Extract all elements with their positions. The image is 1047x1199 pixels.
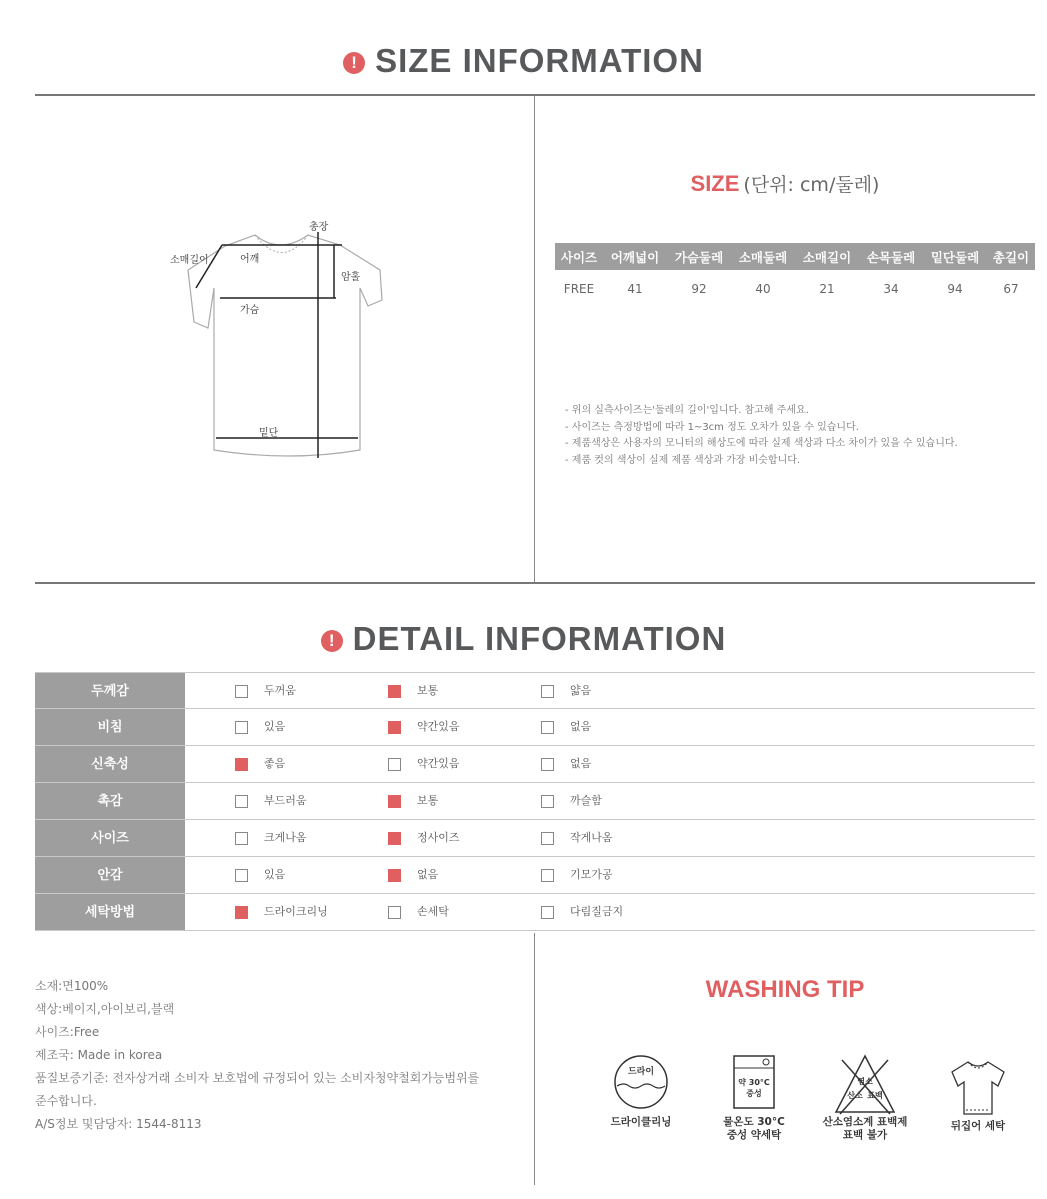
detail-row-label: 촉감	[35, 783, 185, 819]
option-label: 보통	[417, 684, 439, 697]
table-cell: FREE	[563, 282, 595, 296]
option-label: 보통	[417, 794, 439, 807]
diagram-label-armhole: 암홀	[341, 272, 361, 283]
checkbox[interactable]	[541, 758, 554, 771]
table-cell: 40	[755, 282, 771, 296]
washing-tip-title: WASHING TIP	[705, 976, 865, 1003]
checkbox[interactable]	[541, 721, 554, 734]
detail-row-label: 비침	[35, 709, 185, 745]
option-label: 드라이크리닝	[264, 905, 328, 918]
washing-caption	[923, 1120, 1033, 1133]
shirt-outline-icon	[150, 210, 410, 470]
option-label: 손세탁	[417, 905, 449, 918]
checkbox[interactable]	[541, 906, 554, 919]
table-cell: 21	[819, 282, 835, 296]
table-cell: 34	[883, 282, 899, 296]
checkbox-checked[interactable]	[388, 869, 401, 882]
caption-line: 뒤집어 세탁	[950, 1120, 1006, 1132]
checkbox[interactable]	[235, 721, 248, 734]
dry-clean-icon	[611, 1052, 671, 1112]
wash-icon-text: 약 30°C	[738, 1078, 770, 1087]
checkbox[interactable]	[235, 685, 248, 698]
detail-row-label: 사이즈	[35, 820, 185, 856]
size-unit: (단위: cm/둘레)	[743, 174, 880, 196]
detail-row-label: 두께감	[35, 673, 185, 708]
size-table-header	[555, 243, 1035, 270]
detail-info-title: DETAIL INFORMATION	[352, 620, 727, 657]
table-cell: 41	[627, 282, 643, 296]
info-line: 품질보증기준: 전자상거래 소비자 보호법에 규정되어 있는 소비자청약철회가능범위를	[35, 1071, 480, 1085]
option-label: 정사이즈	[417, 831, 460, 844]
option-label: 까슬함	[570, 794, 602, 807]
divider	[534, 933, 535, 1185]
no-bleach-icon	[832, 1052, 898, 1116]
option-label: 없음	[570, 720, 592, 733]
detail-option[interactable]	[541, 831, 613, 845]
detail-row	[35, 746, 1035, 783]
checkbox[interactable]	[388, 758, 401, 771]
size-table	[555, 243, 1035, 308]
caption-line: 산소염소계 표백제	[822, 1116, 908, 1128]
checkbox[interactable]	[541, 832, 554, 845]
table-cell: 92	[691, 282, 707, 296]
checkbox[interactable]	[388, 906, 401, 919]
detail-option[interactable]	[235, 757, 285, 771]
checkbox-checked[interactable]	[235, 758, 248, 771]
column-header: 손목둘레	[859, 243, 923, 270]
inside-out-icon	[948, 1058, 1008, 1116]
washing-item	[810, 1052, 920, 1142]
info-line: 준수합니다.	[35, 1094, 97, 1108]
option-label: 얇음	[570, 684, 592, 697]
option-label: 기모가공	[570, 868, 613, 881]
detail-option[interactable]	[235, 905, 328, 919]
dry-clean-icon-text: 드라이	[627, 1067, 655, 1077]
table-cell: 67	[1003, 282, 1019, 296]
checkbox-checked[interactable]	[388, 685, 401, 698]
diagram-label-chest: 가슴	[240, 305, 260, 316]
detail-option[interactable]	[235, 868, 285, 882]
option-label: 부드러움	[264, 794, 307, 807]
column-header: 소매길이	[795, 243, 859, 270]
bleach-icon-text: 산소	[847, 1091, 863, 1100]
note-line: - 위의 실측사이즈는'둘레의 길이'입니다. 참고해 주세요.	[565, 405, 809, 416]
washing-caption	[586, 1116, 696, 1129]
alert-icon: !	[343, 52, 365, 74]
detail-option[interactable]	[235, 720, 285, 734]
checkbox-checked[interactable]	[388, 832, 401, 845]
size-label: SIZE	[690, 171, 740, 196]
column-header: 어깨넓이	[603, 243, 667, 270]
option-label: 없음	[417, 868, 439, 881]
info-line: 색상:베이지,아이보리,블랙	[35, 1002, 175, 1016]
detail-option[interactable]	[388, 757, 460, 771]
note-line: - 사이즈는 측정방법에 따라 1~3cm 정도 오차가 있을 수 있습니다.	[565, 421, 859, 433]
bleach-icon-text: 염소	[857, 1077, 873, 1086]
detail-option[interactable]	[235, 794, 307, 808]
product-info	[35, 975, 530, 1136]
info-line: 소재:면100%	[35, 979, 109, 993]
checkbox[interactable]	[541, 685, 554, 698]
option-label: 있음	[264, 868, 286, 881]
washing-item	[923, 1058, 1033, 1133]
checkbox-checked[interactable]	[388, 795, 401, 808]
size-info-title: SIZE INFORMATION	[375, 42, 704, 79]
option-label: 작게나옴	[570, 831, 613, 844]
column-header: 가슴둘레	[667, 243, 731, 270]
caption-line: 표백 불가	[842, 1129, 888, 1141]
washing-caption	[810, 1116, 920, 1142]
detail-option[interactable]	[541, 794, 602, 808]
size-info-heading	[0, 42, 1047, 80]
size-table-title	[535, 170, 1035, 197]
note-line: - 제품 컷의 색상이 실제 제품 색상과 가장 비슷합니다.	[565, 454, 801, 466]
detail-option[interactable]	[388, 720, 460, 734]
option-label: 약간있음	[417, 757, 460, 770]
bleach-icon-text: 표백	[867, 1091, 883, 1100]
detail-row	[35, 857, 1035, 894]
detail-option[interactable]	[235, 831, 307, 845]
washing-item	[699, 1052, 809, 1142]
diagram-label-shoulder: 어깨	[240, 254, 260, 265]
detail-row-label: 신축성	[35, 746, 185, 782]
washing-item	[586, 1052, 696, 1129]
option-label: 크게나옴	[264, 831, 307, 844]
info-line: 사이즈:Free	[35, 1025, 100, 1039]
info-line: 제조국: Made in korea	[35, 1048, 163, 1062]
detail-row	[35, 783, 1035, 820]
column-header: 소매둘레	[731, 243, 795, 270]
diagram-label-total-length: 총장	[309, 222, 329, 233]
checkbox-checked[interactable]	[388, 721, 401, 734]
divider	[534, 96, 535, 582]
checkbox[interactable]	[235, 832, 248, 845]
detail-row	[35, 672, 1035, 709]
info-line: A/S정보 및담당자: 1544-8113	[35, 1117, 202, 1131]
option-label: 좋음	[264, 757, 286, 770]
caption-line: 물온도 30°C	[723, 1116, 785, 1128]
wash-icon-text: 중성	[746, 1089, 762, 1098]
checkbox-checked[interactable]	[235, 906, 248, 919]
option-label: 두꺼움	[264, 684, 296, 697]
alert-icon: !	[321, 630, 343, 652]
column-header: 밑단둘레	[923, 243, 987, 270]
detail-option[interactable]	[388, 905, 449, 919]
measurement-diagram	[150, 210, 410, 470]
detail-option[interactable]	[235, 684, 296, 698]
detail-row	[35, 709, 1035, 746]
detail-option[interactable]	[541, 720, 591, 734]
detail-row	[35, 894, 1035, 931]
detail-option[interactable]	[541, 905, 623, 919]
checkbox[interactable]	[541, 795, 554, 808]
checkbox[interactable]	[235, 795, 248, 808]
detail-option[interactable]	[388, 684, 438, 698]
caption-line: 드라이클리닝	[610, 1116, 672, 1128]
caption-line: 중성 약세탁	[726, 1129, 782, 1141]
detail-option[interactable]	[541, 868, 613, 882]
option-label: 없음	[570, 757, 592, 770]
checkbox[interactable]	[235, 869, 248, 882]
note-line: - 제품색상은 사용자의 모니터의 해상도에 따라 실제 색상과 다소 차이가 있을 수 있습니다.	[565, 438, 958, 449]
checkbox[interactable]	[541, 869, 554, 882]
diagram-label-sleeve-length: 소매길이	[170, 255, 209, 266]
divider	[35, 582, 1035, 584]
column-header: 사이즈	[555, 243, 603, 270]
detail-row-label: 안감	[35, 857, 185, 893]
detail-option[interactable]	[541, 684, 591, 698]
option-label: 있음	[264, 720, 286, 733]
detail-option[interactable]	[388, 794, 438, 808]
divider	[35, 94, 1035, 96]
option-label: 다림질금지	[570, 905, 624, 918]
washing-caption	[699, 1116, 809, 1142]
table-row	[555, 270, 1035, 308]
diagram-label-hem: 밑단	[259, 428, 279, 439]
detail-option[interactable]	[388, 831, 460, 845]
column-header: 총길이	[987, 243, 1035, 270]
detail-row	[35, 820, 1035, 857]
size-notes	[565, 403, 958, 469]
detail-table	[35, 672, 1035, 931]
option-label: 약간있음	[417, 720, 460, 733]
detail-option[interactable]	[541, 757, 591, 771]
detail-option[interactable]	[388, 868, 438, 882]
detail-row-label: 세탁방법	[35, 894, 185, 930]
wash-30-icon	[724, 1052, 784, 1112]
detail-info-heading	[0, 620, 1047, 658]
table-cell: 94	[947, 282, 963, 296]
